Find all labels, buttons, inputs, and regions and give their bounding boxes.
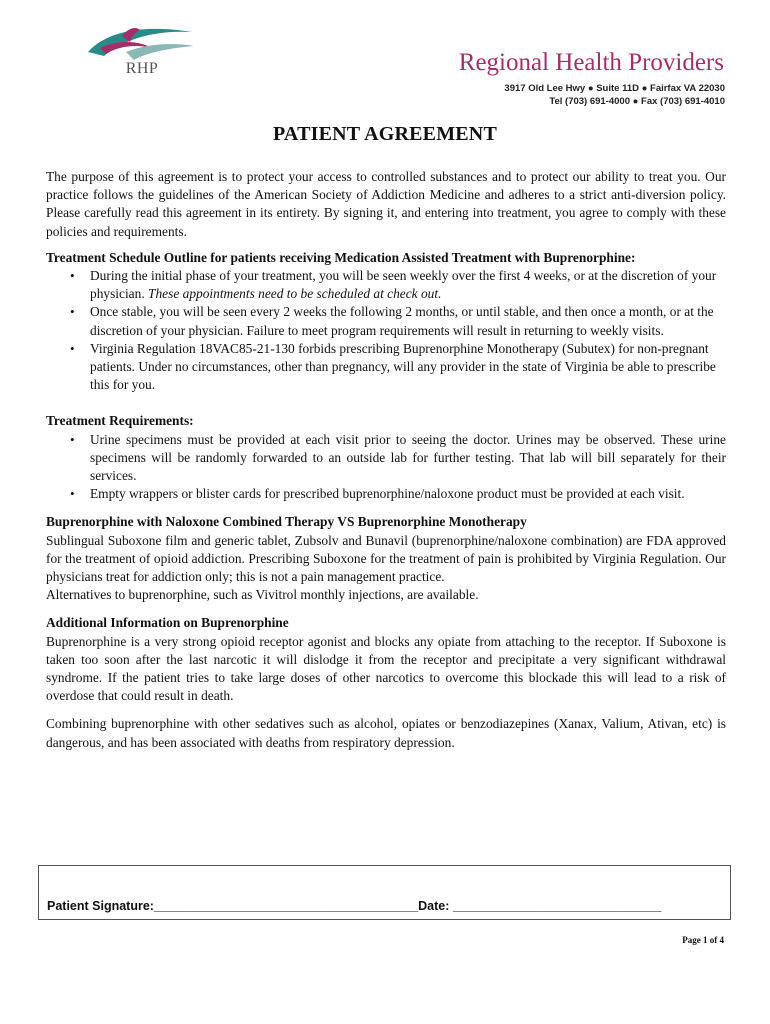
list-item: • Once stable, you will be seen every 2 weeks the following 2 months, or until stable, and then once a month, or at the discretion of your physician. Failure to meet program requirements will result in returning to weekly visits. — [90, 303, 726, 339]
page-number: Page 1 of 4 — [682, 935, 724, 945]
date-label: Date: — [418, 899, 450, 913]
organization-name: Regional Health Providers — [458, 49, 724, 76]
schedule-heading: Treatment Schedule Outline for patients receiving Medication Assisted Treatment with Buprenorphine: — [46, 249, 636, 265]
patient-signature-field[interactable]: ______________________________________ — [153, 899, 419, 913]
alternatives-paragraph: Alternatives to buprenorphine, such as Vivitrol monthly injections, are available. — [46, 587, 479, 603]
intro-paragraph: The purpose of this agreement is to protect your access to controlled substances and to protect our ability to treat you. Our practice follows the guidelines of the American Society of Addiction Medicine and adheres to a strict anti-diversion policy. Please carefully read this agreement in its entirety. By signing it, and entering into treatment, you agree to comply with these policies and requirements. — [46, 169, 726, 239]
document-body — [46, 168, 726, 752]
date-field[interactable]: ______________________________ — [449, 899, 662, 913]
signature-box — [38, 865, 731, 920]
schedule-item-note: These appointments need to be scheduled at check out. — [148, 286, 442, 302]
list-item: • Urine specimens must be provided at each visit prior to seeing the doctor. Urines may be observed. These urine specimens will be randomly forwarded to an outside lab for further testing. That lab will bill separately for their services. — [90, 431, 726, 486]
combined-therapy-paragraph: Sublingual Suboxone film and generic tablet, Zubsolv and Bunavil (buprenorphine/naloxone combination) are FDA approved for the treatment of opioid addiction. Prescribing Suboxone for the treatment of pain is prohibited by Virginia Regulation. Our physicians treat for addiction only; this is not a pain management practice. — [46, 532, 726, 585]
rhp-logo — [86, 22, 198, 84]
list-item: • Empty wrappers or blister cards for prescribed buprenorphine/naloxone product must be provided at each visit. — [90, 485, 726, 503]
schedule-list — [46, 267, 726, 394]
document-title: PATIENT AGREEMENT — [273, 123, 497, 145]
address-line: 3917 Old Lee Hwy ● Suite 11D ● Fairfax VA 22030 — [504, 83, 725, 94]
logo-swoosh-icon — [86, 22, 198, 64]
list-item — [90, 267, 726, 303]
additional-info-heading: Additional Information on Buprenorphine — [46, 615, 289, 631]
requirements-heading: Treatment Requirements: — [46, 413, 194, 429]
signature-row — [47, 899, 661, 913]
phone-fax-line: Tel (703) 691-4000 ● Fax (703) 691-4010 — [549, 96, 725, 107]
list-item: • Virginia Regulation 18VAC85-21-130 forbids prescribing Buprenorphine Monotherapy (Subutex) for non-pregnant patients. Under no circumstances, other than pregnancy, will any provider in the state of Virginia be able to prescribe this for you. — [90, 340, 726, 395]
patient-signature-label: Patient Signature: — [47, 899, 154, 913]
requirements-list — [46, 431, 726, 504]
sedatives-warning-paragraph: Combining buprenorphine with other sedatives such as alcohol, opiates or benzodiazepines (Xanax, Valium, Ativan, etc) is dangerous, and has been associated with deaths from respiratory depression. — [46, 716, 726, 750]
logo-text: RHP — [125, 60, 159, 77]
additional-info-paragraph: Buprenorphine is a very strong opioid receptor agonist and blocks any opiate from attaching to the receptor. If Suboxone is taken too soon after the last narcotic it will dislodge it from the receptor and precipitate a very significant withdrawal syndrome. If the patient tries to take large doses of other narcotics to overcome this blockade this will lead to a risk of overdose that could result in death. — [46, 633, 726, 704]
schedule-item-text: During the initial phase of your treatment, you will be seen weekly over the first 4 weeks, or at the discretion of your physician. — [90, 268, 717, 302]
combined-therapy-heading: Buprenorphine with Naloxone Combined Therapy VS Buprenorphine Monotherapy — [46, 514, 527, 530]
